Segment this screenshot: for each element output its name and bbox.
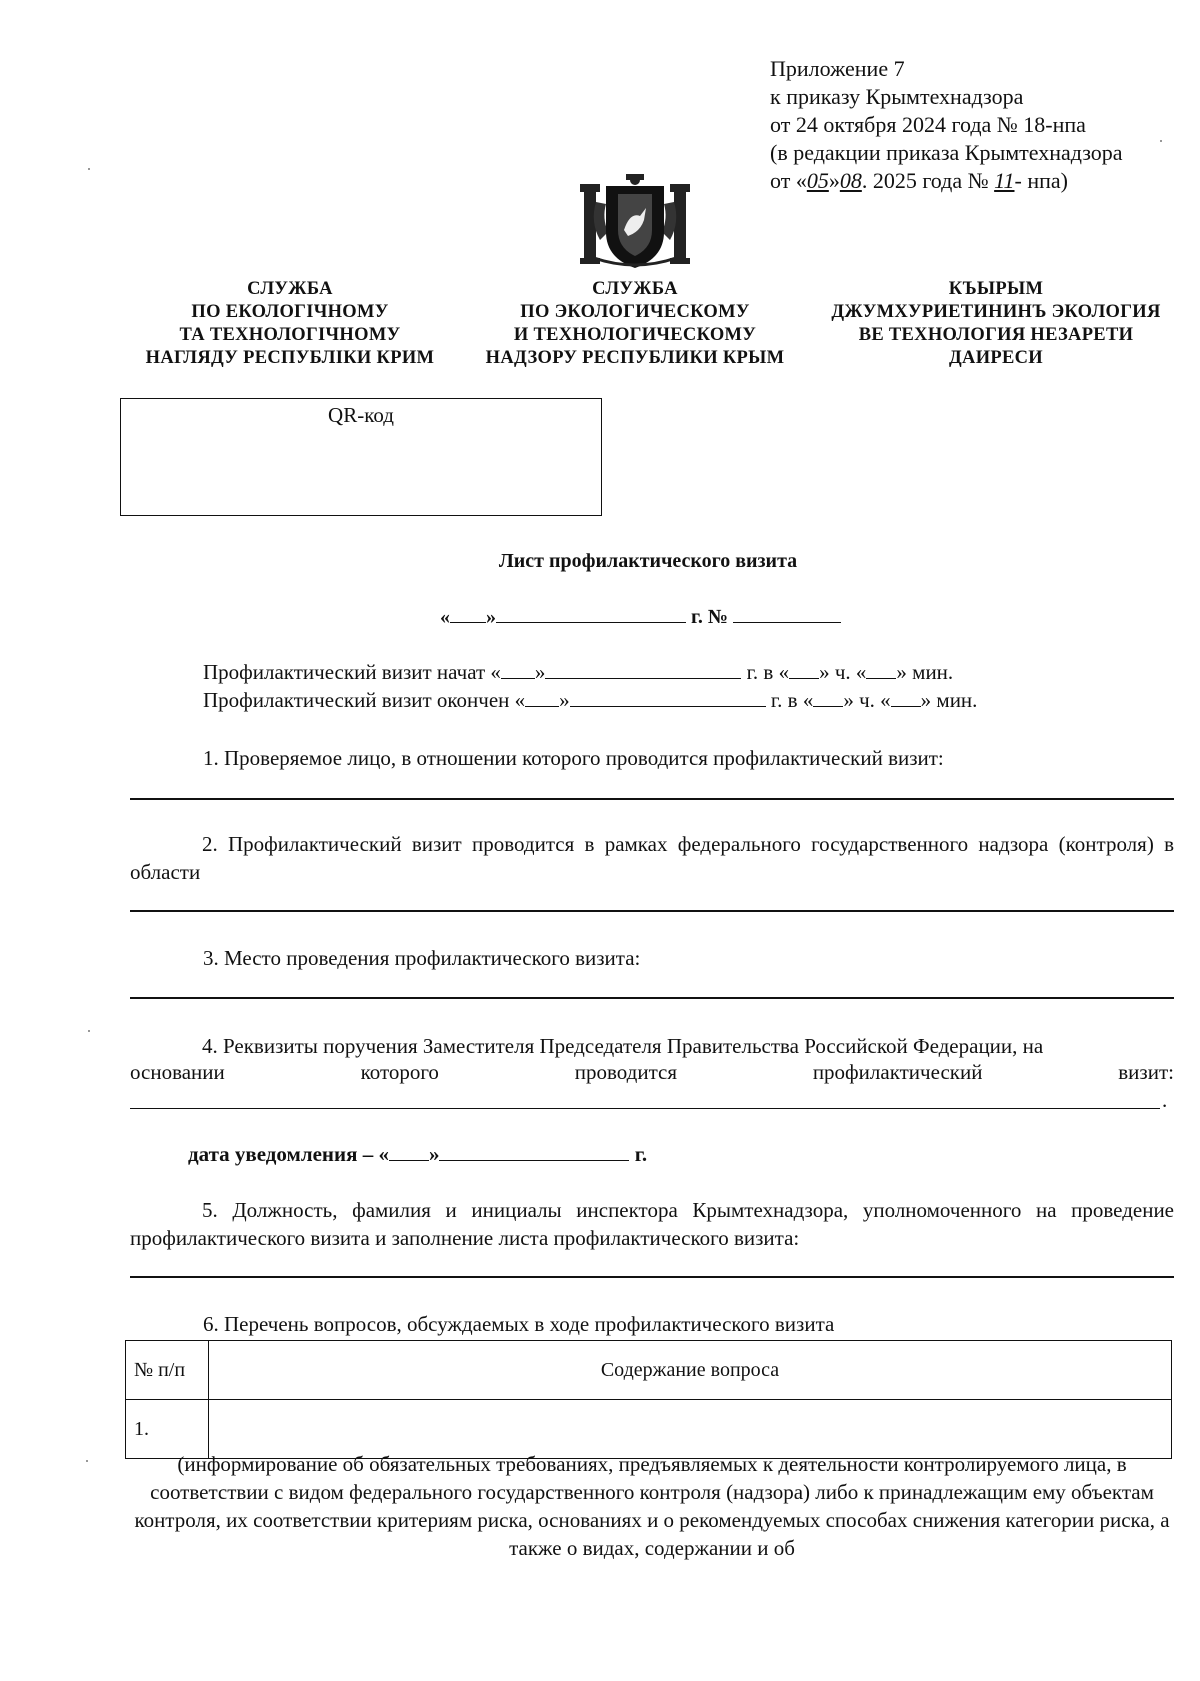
appendix-line-2: к приказу Крымтехнадзора (770, 84, 1024, 109)
visit-end-line: Профилактический визит окончен « » г. в « » ч. « » мин. (203, 688, 978, 712)
day-blank (450, 604, 486, 623)
page-title: Лист профилактического визита (498, 550, 798, 572)
item-2-text: 2. Профилактический визит проводится в рамках федерального государственного надзора (контроля) в области (130, 832, 1174, 884)
table-cell-number: 1. (126, 1400, 209, 1459)
appendix-line-3: от 24 октября 2024 года № 18-нпа (770, 112, 1086, 137)
handwritten-number: 11 (994, 168, 1015, 193)
table-note: (информирование об обязательных требованиях, предъявляемых к деятельности контролируемого лица, в соответствии с видом федерального государственного контроля (надзора) либо к принадлежащим ему объектам контроля, их соответствии критериям риска, основаниях и о рекомендуемых способах снижения категории риска, а также о видах, содержании и об (134, 1452, 1170, 1560)
table-header-content: Содержание вопроса (209, 1341, 1172, 1400)
qr-code-label: QR-код (328, 403, 394, 427)
item-1-fill-line (130, 798, 1174, 800)
table-header-row (126, 1341, 1172, 1400)
item-5-text: 5. Должность, фамилия и инициалы инспектора Крымтехнадзора, уполномоченного на проведение профилактического визита и заполнение листа профилактического визита: (130, 1198, 1174, 1250)
table-header-number: № п/п (126, 1341, 209, 1400)
number-blank (733, 604, 841, 623)
item-3-fill-line (130, 997, 1174, 999)
item-4-fill-line (130, 1108, 1160, 1109)
notification-date-line: дата уведомления – « » г. (188, 1142, 648, 1166)
appendix-line-1: Приложение 7 (770, 56, 905, 81)
item-3-text: 3. Место проведения профилактического визита: (203, 946, 641, 970)
month-blank (496, 604, 686, 623)
item-5-fill-line (130, 1276, 1174, 1278)
org-name-russian: СЛУЖБА ПО ЭКОЛОГИЧЕСКОМУ И ТЕХНОЛОГИЧЕСКОМУ НАДЗОРУ РЕСПУБЛИКИ КРЫМ (485, 279, 785, 368)
item-4-continuation: основании которого проводится профилактический визит: (130, 1060, 1174, 1084)
qr-code-box (120, 398, 602, 516)
handwritten-day: 05 (806, 168, 829, 193)
visit-start-line: Профилактический визит начат « » г. в « » ч. « » мин. (203, 660, 954, 684)
org-name-ukrainian: СЛУЖБА ПО ЕКОЛОГІЧНОМУ ТА ТЕХНОЛОГІЧНОМУ НАГЛЯДУ РЕСПУБЛІКИ КРИМ (145, 279, 435, 368)
appendix-line-5: от «05»08. 2025 года № 11- нпа) (770, 168, 1068, 193)
item-1-text: 1. Проверяемое лицо, в отношении которого проводится профилактический визит: (203, 746, 944, 770)
org-name-crimean-tatar: КЪЫРЫМ ДЖУМХУРИЕТИНИНЪ ЭКОЛОГИЯ ВЕ ТЕХНОЛОГИЯ НЕЗАРЕТИ ДАИРЕСИ (831, 279, 1161, 368)
appendix-line-4: (в редакции приказа Крымтехнадзора (770, 140, 1123, 165)
questions-table (125, 1340, 1172, 1459)
item-4-text: 4. Реквизиты поручения Заместителя Председателя Правительства Российской Федерации, на (202, 1034, 1044, 1058)
crimea-emblem-icon (580, 172, 690, 272)
appendix-block (770, 55, 1123, 195)
document-date-line: « » г. № (440, 604, 841, 629)
item-2-fill-line (130, 910, 1174, 912)
handwritten-month: 08 (839, 168, 862, 193)
item-6-heading: 6. Перечень вопросов, обсуждаемых в ходе профилактического визита (203, 1312, 835, 1336)
